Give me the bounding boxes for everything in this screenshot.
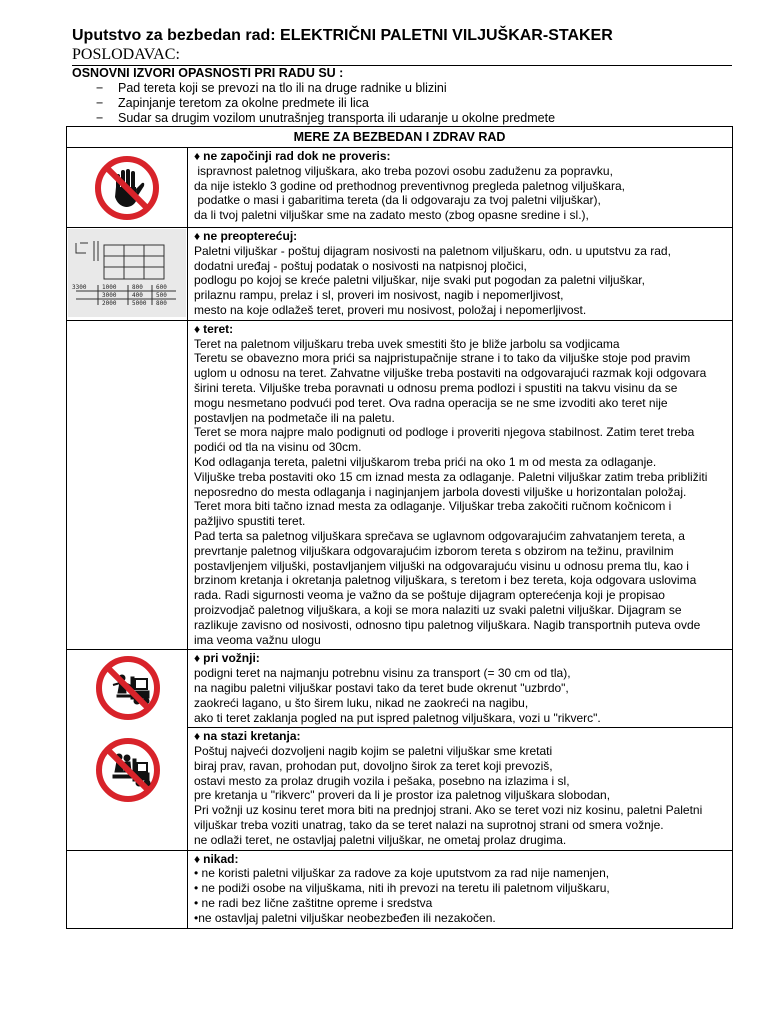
diagram-label: 3300 [72, 284, 87, 291]
section-line: uglom u odnosu na teret. Zahvatne viljuške treba postaviti na odgovarajući razmak koji odgovara [194, 366, 707, 381]
section-title: ♦ ne preopterećuj: [194, 229, 298, 243]
no-persons-on-forklift-icon [95, 655, 161, 721]
diagram-label: 1000 [102, 284, 117, 291]
hazard-item: − Pad tereta koji se prevozi na tlo ili na druge radnike u blizini [96, 81, 447, 95]
document-title [72, 26, 613, 46]
section-line: • ne radi bez lične zaštitne opreme i sredstva [194, 896, 433, 911]
employer-label: POSLODAVAC: [72, 46, 180, 63]
section-line: viljuškar treba voziti unatrag, tako da se teret nalazi na suprotnoj strani od smera vožnje. [194, 818, 664, 833]
section-line: pre kretanja u "rikverc" proveri da li je prostor iza paletnog viljuškara slobodan, [194, 788, 611, 803]
table-row [67, 320, 733, 650]
table-row [67, 850, 733, 928]
section-line: postavljenjem viljuški, postavljanjem viljuški na odgovarajuću visinu u odnosu prema tlu, kao i [194, 558, 689, 573]
table-row [67, 650, 733, 728]
section-line: zaokreći lagano, u što širem luku, nikad ne zaokreći na nagibu, [194, 695, 529, 710]
hazard-item: − Zapinjanje teretom za okolne predmete ili lica [96, 96, 369, 110]
section-title: ♦ teret: [194, 321, 234, 336]
section-line: Paletni viljuškar - poštuj dijagram nosivosti na paletnom viljuškaru, odn. u uputstvu za rad, [194, 243, 671, 258]
section-line: podigni teret na najmanju potrebnu visinu za transport (= 30 cm od tla), [194, 666, 571, 681]
load-capacity-diagram-icon [68, 229, 186, 317]
hazard-item: − Sudar sa drugim vozilom unutrašnjeg transporta ili udaranje u okolne predmete [96, 111, 556, 125]
section-line: Pri vožnji uz kosinu teret mora biti na prednjoj strani. Ako se teret vozi niz kosinu, paletni Paletni [194, 803, 703, 818]
diagram-label: 800 [156, 300, 167, 307]
section-line: Viljuške treba postaviti oko 15 cm iznad mesta za odlaganje. Paletni viljuškar zatim treba približiti [194, 469, 708, 484]
section-line: podlogu po kojoj se kreće paletni viljuškar, nije svaki put pogodan za paletni viljuškar, [194, 273, 645, 288]
section-line: rada. Radi sigurnosti veoma je važno da se poštuje dijagram opterećenja koji je propisao [194, 588, 665, 603]
section-line: Kod odlaganja tereta, paletni viljuškarom treba prići na oko 1 m od mesta za odlaganje. [194, 454, 657, 469]
diagram-label: 3000 [102, 292, 117, 299]
section-title: ♦ pri vožnji: [194, 651, 260, 666]
section-line: da li tvoj paletni viljuškar sme na zadato mesto (zbog opasne sredine i sl.), [194, 208, 589, 223]
title-prefix: Uputstvo za bezbedan rad: [72, 27, 276, 44]
section-line: podići od tla na visinu od 30cm. [194, 440, 362, 455]
table-header: MERE ZA BEZBEDAN I ZDRAV RAD [67, 127, 733, 148]
section-line: Teret se mora najpre malo podignuti od podloge i proveriti njegova stabilnost. Zatim teret treba [194, 425, 695, 440]
section-line: na nagibu paletni viljuškar postavi tako da teret bude okrenut "uzbrdo", [194, 680, 569, 695]
diagram-label: 500 [156, 292, 167, 299]
image-cell [67, 650, 188, 850]
stop-hand-prohibition-icon [94, 155, 160, 221]
diagram-label: 5000 [132, 300, 147, 307]
section-line: Teretu se obavezno mora prići sa najpristupačnije strane i to tako da viljuške stoje pod pravim [194, 351, 691, 366]
title-main: ELEKTRIČNI PALETNI VILJUŠKAR-STAKER [280, 27, 613, 44]
image-cell [67, 148, 188, 228]
section-line: Pad terta sa paletnog viljuškara sprečava se uglavnom odgovarajućim zahvatanjem tereta, a [194, 528, 685, 543]
section-title: ♦ ne započinji rad dok ne proveris: [194, 149, 391, 163]
section-cell [188, 320, 733, 650]
section-title: ♦ nikad: [194, 851, 239, 866]
section-line: mesto na koje odlažeš teret, proveri mu nosivost, položaj i nepomerljivost. [194, 302, 587, 317]
section-line: postavljen na podmetače ili na paletu. [194, 410, 395, 425]
hazards-title: OSNOVNI IZVORI OPASNOSTI PRI RADU SU : [72, 66, 344, 80]
section-line: • ne koristi paletni viljuškar za radove za koje uputstvom za rad nije namenjen, [194, 866, 610, 881]
section-line: mogu nesmetano podvući pod teret. Ova radna operacija se ne sme izvoditi ako teret nije [194, 395, 668, 410]
section-line: •ne ostavljaj paletni viljuškar neobezbeđen ili nezakočen. [194, 910, 496, 925]
image-cell [67, 850, 188, 928]
section-line: ostavi mesto za prolaz drugih vozila i pešaka, posebno na izlazima i sl, [194, 773, 570, 788]
section-title: ♦ na stazi kretanja: [194, 729, 301, 744]
image-cell [67, 320, 188, 650]
section-line: Poštuj najveći dozvoljeni nagib kojim se paletni viljuškar sme kretati [194, 744, 553, 759]
image-cell [67, 228, 188, 321]
diagram-label: 600 [156, 284, 167, 291]
section-line: ako ti teret zaklanja pogled na put ispred paletnog viljuškara, vozi u "rikverc". [194, 710, 601, 725]
table-row [67, 148, 733, 228]
diagram-label: 800 [132, 284, 143, 291]
section-cell [188, 148, 733, 228]
section-line: širini tereta. Viljuške treba poravnati u odnosu prema podlozi i spustiti na takvu visinu da se [194, 380, 678, 395]
section-line: podatke o masi i gabaritima tereta (da li odgovaraju za tvoj paletni viljuškar), [194, 193, 601, 208]
safety-measures-table [66, 126, 733, 929]
section-cell [188, 728, 733, 850]
section-line: neposredno do mesta odlaganja i naginjanjem jarbola dovesti viljuške u horizontalan položaj. [194, 484, 687, 499]
section-line: proizvodjač paletnog viljuškara, a koji se mora nalaziti uz svaki paletni viljuškar. Dijagram se [194, 602, 682, 617]
no-riding-on-load-icon [95, 737, 161, 803]
section-line: da nije isteklo 3 godine od prethodnog preventivnog pregleda paletnog viljuškara, [194, 178, 625, 193]
section-line: razlikuje zavisno od nosivosti, odnosno tipu paletnog viljuškara. Nagib transportnih puteva ovde [194, 617, 701, 632]
section-line: dodatni uređaj - poštuj podatak o nosivosti na natpisnoj pločici, [194, 258, 527, 273]
section-line: prilaznu rampu, prelaz i sl, proveri im nosivost, nagib i nepomerljivost, [194, 288, 564, 303]
section-cell [188, 650, 733, 728]
section-line: ne odlaži teret, ne ostavljaj paletni viljuškar, ne ometaj prolaz drugima. [194, 832, 567, 847]
section-cell [188, 850, 733, 928]
section-line: ispravnost paletnog viljuškara, ako treba pozovi osobu zaduženu za popravku, [194, 163, 613, 178]
table-row [67, 228, 733, 321]
section-cell [188, 228, 733, 321]
diagram-label: 2000 [102, 300, 117, 307]
section-line: brzinom kretanja i okretanja paletnog viljuškara, s teretom i bez tereta, koja odgovara uslovima [194, 573, 697, 588]
section-line: • ne podiži osobe na viljuškama, niti ih prevozi na teretu ili paletnom viljuškaru, [194, 881, 610, 896]
section-line: pažljivo spustiti teret. [194, 514, 306, 529]
section-line: prevrtanje paletnog viljuškara odgovarajućim izborom tereta s obzirom na težinu, pravilnim [194, 543, 674, 558]
section-line: biraj prav, ravan, prohodan put, dovoljno širok za teret koji prevoziš, [194, 758, 553, 773]
section-line: ima veoma važnu ulogu [194, 632, 321, 647]
diagram-label: 400 [132, 292, 143, 299]
section-line: Teret na paletnom viljuškaru treba uvek smestiti što je bliže jarbolu sa vodjicama [194, 336, 620, 351]
section-line: Teret mora biti tačno iznad mesta za odlaganje. Viljuškar treba zakočiti ručnom kočnicom i [194, 499, 672, 514]
